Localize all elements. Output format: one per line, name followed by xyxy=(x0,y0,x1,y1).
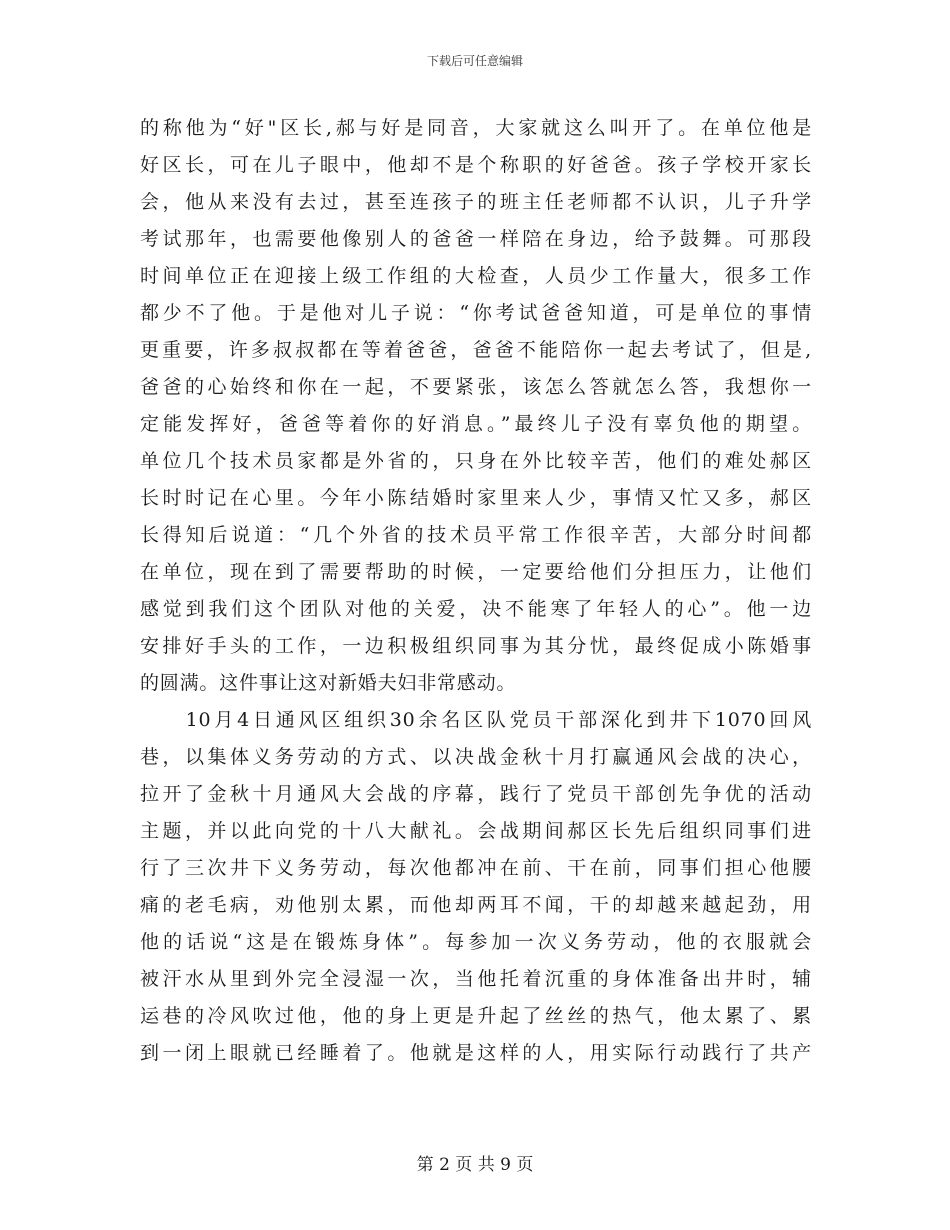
text-line: 行了三次井下义务劳动，每次他都冲在前、干在前，同事们担心他腰 xyxy=(140,857,812,879)
text-line: 爸爸的心始终和你在一起，不要紧张，该怎么答就怎么答，我想你一 xyxy=(140,376,812,398)
text-line: 主题，并以此向党的十八大献礼。会战期间郝区长先后组织同事们进 xyxy=(140,820,812,842)
text-line: 痛的老毛病，劝他别太累，而他却两耳不闻，干的却越来越起劲，用 xyxy=(140,894,812,916)
page-footer xyxy=(0,1155,950,1175)
page-header: 下载后可任意编辑 xyxy=(426,54,523,68)
body-text xyxy=(140,110,812,1072)
paragraph-first-line: 10月4日通风区组织30余名区队党员干部深化到井下1070回风 xyxy=(140,709,812,731)
text-line: 好区长，可在儿子眼中，他却不是个称职的好爸爸。孩子学校开家长 xyxy=(140,154,812,176)
page-number: 2 xyxy=(439,1155,450,1175)
text-line: 拉开了金秋十月通风大会战的序幕，践行了党员干部创先争优的活动 xyxy=(140,783,812,805)
text-line: 考试那年，也需要他像别人的爸爸一样陪在身边，给予鼓舞。可那段 xyxy=(140,228,812,250)
text-line: 都少不了他。于是他对儿子说：“你考试爸爸知道，可是单位的事情 xyxy=(140,302,812,324)
text-line: 定能发挥好，爸爸等着你的好消息。”最终儿子没有辜负他的期望。 xyxy=(140,413,812,435)
text-line: 长得知后说道：“几个外省的技术员平常工作很辛苦，大部分时间都 xyxy=(140,524,812,546)
text-line: 巷，以集体义务劳动的方式、以决战金秋十月打赢通风会战的决心， xyxy=(140,746,812,768)
footer-suffix: 页 xyxy=(516,1155,534,1175)
text-line: 会，他从来没有去过，甚至连孩子的班主任老师都不认识，儿子升学 xyxy=(140,191,812,213)
text-line: 安排好手头的工作，一边积极组织同事为其分忧，最终促成小陈婚事 xyxy=(140,635,812,657)
text-line: 时间单位正在迎接上级工作组的大检查，人员少工作量大，很多工作 xyxy=(140,265,812,287)
text-line: 在单位，现在到了需要帮助的时候，一定要给他们分担压力，让他们 xyxy=(140,561,812,583)
text-line: 长时时记在心里。今年小陈结婚时家里来人少，事情又忙又多，郝区 xyxy=(140,487,812,509)
paragraph-last-line: 的圆满。这件事让这对新婚夫妇非常感动。 xyxy=(140,672,517,694)
footer-prefix: 第 xyxy=(416,1155,434,1175)
text-line: 单位几个技术员家都是外省的，只身在外比较辛苦，他们的难处郝区 xyxy=(140,450,812,472)
text-line: 的称他为“好"区长,郝与好是同音，大家就这么叫开了。在单位他是 xyxy=(140,117,812,139)
footer-middle: 页 共 xyxy=(455,1155,495,1175)
text-line: 更重要，许多叔叔都在等着爸爸，爸爸不能陪你一起去考试了，但是, xyxy=(140,339,812,361)
text-line: 运巷的冷风吹过他，他的身上更是升起了丝丝的热气，他太累了、累 xyxy=(140,1005,812,1027)
text-line: 被汗水从里到外完全浸湿一次，当他托着沉重的身体准备出井时，辅 xyxy=(140,968,812,990)
total-pages: 9 xyxy=(500,1155,511,1175)
text-line: 感觉到我们这个团队对他的关爱，决不能寒了年轻人的心”。他一边 xyxy=(140,598,812,620)
text-line: 到一闭上眼就已经睡着了。他就是这样的人，用实际行动践行了共产 xyxy=(140,1042,812,1064)
text-line: 他的话说“这是在锻炼身体”。每参加一次义务劳动，他的衣服就会 xyxy=(140,931,812,953)
